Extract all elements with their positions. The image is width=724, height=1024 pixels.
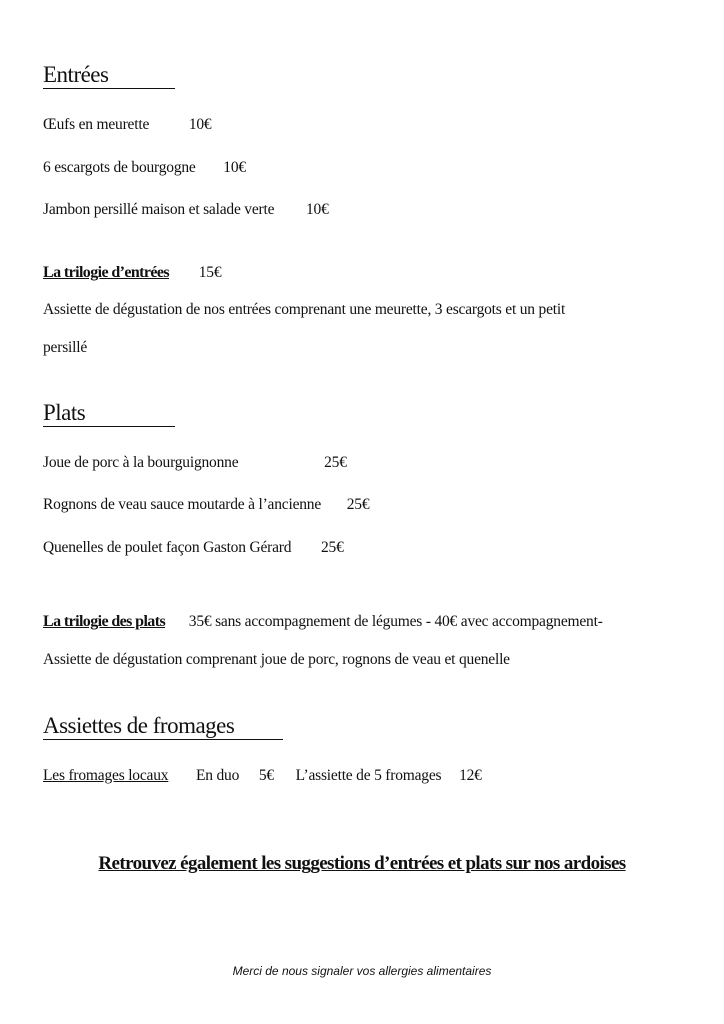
trilogy-plats-price: 35€ sans accompagnement de légumes - 40€ avec accompagnement- — [188, 613, 603, 630]
allergy-notice: Merci de nous signaler vos allergies alimentaires — [232, 964, 492, 978]
fromages-label: Les fromages locaux — [43, 767, 169, 784]
item-name: Jambon persillé maison et salade verte — [43, 201, 275, 218]
item-price: 10€ — [223, 159, 246, 176]
fromages-duo-price: 5€ — [258, 767, 274, 784]
item-price: 10€ — [188, 116, 212, 133]
fromages-plate-label: L’assiette de 5 fromages — [295, 767, 442, 784]
menu-item — [43, 159, 246, 177]
item-name: Quenelles de poulet façon Gaston Gérard — [43, 539, 292, 556]
menu-item — [43, 539, 344, 557]
trilogy-entrees-description-cont: persillé — [43, 339, 88, 356]
item-price: 10€ — [305, 201, 329, 218]
fromages-line — [43, 767, 482, 785]
menu-item — [43, 496, 369, 514]
section-title-entrees: Entrées — [43, 62, 175, 89]
item-price: 25€ — [324, 454, 347, 471]
trilogy-plats-description: Assiette de dégustation comprenant joue de porc, rognons de veau et quenelle — [43, 651, 510, 668]
item-price: 25€ — [346, 496, 370, 513]
suggestions-banner: Retrouvez également les suggestions d’entrées et plats sur nos ardoises — [98, 853, 626, 874]
trilogy-entrees-description: Assiette de dégustation de nos entrées comprenant une meurette, 3 escargots et un petit — [43, 301, 566, 318]
fromages-duo-label: En duo — [196, 767, 240, 784]
menu-item — [43, 454, 347, 472]
section-title-fromages: Assiettes de fromages — [43, 713, 283, 740]
item-name: Joue de porc à la bourguignonne — [43, 454, 239, 471]
trilogy-entrees-title: La trilogie d’entrées — [43, 264, 170, 281]
item-name: 6 escargots de bourgogne — [43, 159, 196, 176]
item-price: 25€ — [320, 539, 344, 556]
menu-item — [43, 116, 211, 134]
trilogy-plats-title: La trilogie des plats — [43, 613, 166, 630]
trilogy-plats — [43, 613, 603, 631]
item-name: Rognons de veau sauce moutarde à l’ancienne — [43, 496, 322, 513]
fromages-plate-price: 12€ — [459, 767, 482, 784]
item-name: Œufs en meurette — [43, 116, 150, 133]
section-title-plats: Plats — [43, 400, 175, 427]
trilogy-entrees-price: 15€ — [198, 264, 222, 281]
trilogy-entrees — [43, 264, 221, 282]
menu-item — [43, 201, 329, 219]
